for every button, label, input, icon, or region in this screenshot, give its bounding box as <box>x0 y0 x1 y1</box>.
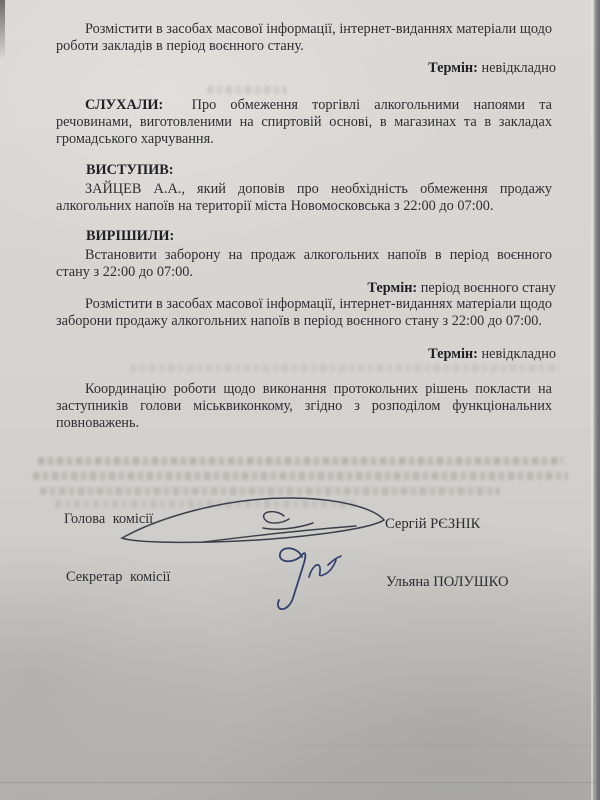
paragraph-decision-2: Розмістити в засобах масової інформації, інтернет-виданнях матеріали щодо заборони продажу алкогольних напоїв в період воєнного стану з 22:00 до 07:00. <box>56 296 552 329</box>
term-line-2 <box>56 280 556 297</box>
bleed-through-text <box>207 86 287 94</box>
paragraph-heard <box>56 97 552 148</box>
term-value: невідкладно <box>481 346 556 362</box>
bleed-through-text <box>38 457 563 465</box>
signature-stroke <box>263 512 313 530</box>
paper-crease-faint <box>300 745 593 746</box>
term-value: невідкладно <box>481 60 556 76</box>
bleed-through-text <box>130 364 560 372</box>
heading-decided: ВИРІШИЛИ: <box>86 228 175 244</box>
paragraph-decision-1: Встановити заборону на продаж алкогольних напоїв в період воєнного стану з 22:00 до 07:00. <box>56 247 552 280</box>
signature-stroke <box>309 556 341 577</box>
paragraph-media-instruction: Розмістити в засобах масової інформації, інтернет-виданнях матеріали щодо роботи закладів в період воєнного стану. <box>56 21 552 54</box>
term-value: період воєнного стану <box>420 280 556 296</box>
bleed-through-text <box>33 472 568 480</box>
term-line-3 <box>56 346 556 363</box>
term-label: Термін: <box>428 346 478 362</box>
secretary-name: Ульяна ПОЛУШКО <box>386 574 509 590</box>
secretary-role-label: Секретар комісії <box>66 569 171 585</box>
chairman-name: Сергій РЄЗНІК <box>385 516 481 532</box>
paper-crease <box>0 782 600 783</box>
heard-label: СЛУХАЛИ: <box>85 97 164 113</box>
paragraph-spoke: ЗАЙЦЕВ А.А., який доповів про необхідність обмеження продажу алкогольних напоїв на території міста Новомосковська з 22:00 до 07:00. <box>56 181 552 214</box>
chairman-signature <box>118 494 390 546</box>
term-line-1 <box>56 60 556 77</box>
photo-corner-shadow <box>0 0 5 60</box>
secretary-signature <box>262 543 344 615</box>
term-label: Термін: <box>428 60 478 76</box>
page-right-edge <box>593 0 600 800</box>
signature-stroke <box>278 548 305 609</box>
heading-spoke: ВИСТУПИВ: <box>86 162 174 178</box>
heard-text: Про обмеження торгівлі алкогольними напоями та речовинами, виготовленими на спиртовій основі, в магазинах та в закладах громадського харчування. <box>56 97 552 147</box>
chairman-role-label: Голова комісії <box>64 511 154 527</box>
term-label: Термін: <box>367 280 418 296</box>
paragraph-coordination: Координацію роботи щодо виконання протокольних рішень покласти на заступників голови міськвиконкому, згідно з розподілом функціональних повноважень. <box>56 381 552 431</box>
